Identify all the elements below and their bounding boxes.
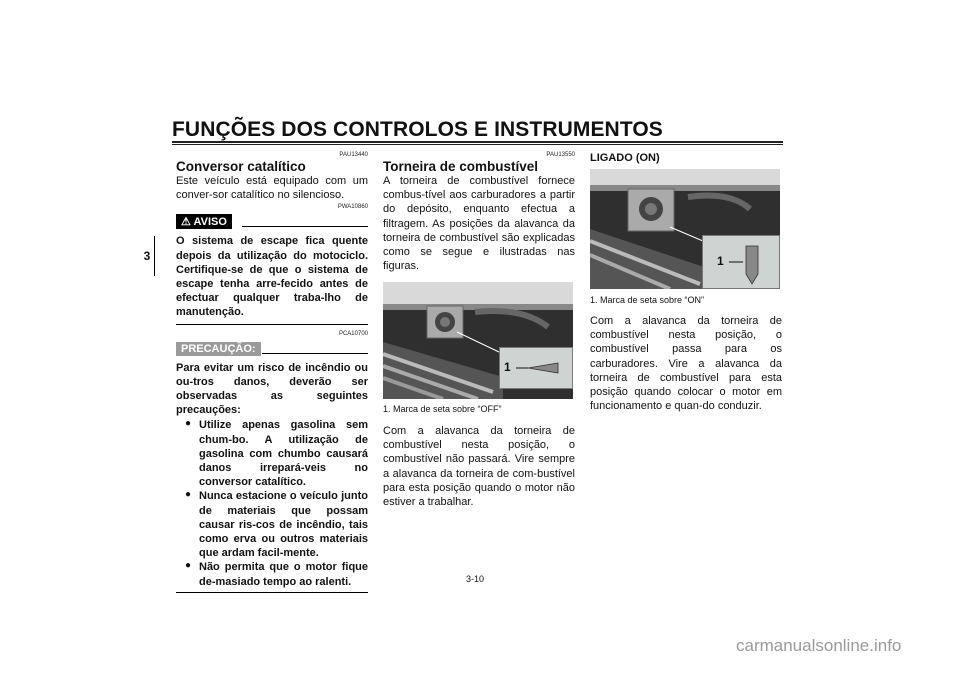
caution-code: PCA10700 — [338, 330, 368, 337]
warning-header-rule — [242, 226, 368, 227]
on-callout-number: 1 — [717, 254, 724, 268]
chapter-tab-line — [154, 236, 155, 276]
warning-header — [176, 212, 368, 230]
bullet-icon: ● — [185, 489, 192, 501]
caution-bullet-1: Utilize apenas gasolina sem chum-bo. A utilização de gasolina com chumbo causará danos irrepará-veis no conversor catalítico. — [199, 419, 368, 489]
section-heading-catalytic: Conversor catalítico — [176, 159, 306, 174]
warning-label — [176, 214, 232, 229]
on-arrow-inset — [702, 235, 780, 289]
catalytic-intro: Este veículo está equipado com um conver-sor catalítico no silencioso. — [176, 175, 368, 202]
fuel-tap-intro: A torneira de combustível fornece combus-tível aos carburadores a partir do depósito, enquanto efectua a filtragem. As posições da alavanca da torneira de combustível são explicadas como se segue e ilustradas nas figuras. — [383, 175, 575, 273]
watermark: carmanualsonline.info — [736, 636, 902, 655]
list-item — [176, 489, 368, 560]
bullet-icon: ● — [185, 418, 192, 430]
caution-header-rule — [262, 353, 368, 354]
off-callout-number: 1 — [504, 360, 511, 374]
caution-end-rule — [176, 592, 368, 593]
title-rule — [172, 141, 783, 143]
arrow-left-icon — [514, 358, 570, 378]
page-number: 3-10 — [466, 574, 485, 584]
on-heading: LIGADO (ON) — [590, 152, 660, 164]
bullet-icon: ● — [185, 560, 192, 572]
off-text: Com a alavanca da torneira de combustível nesta posição, o combustível não passará. Vire sempre a alavanca da torneira de com-bustível para esta posição quando o motor não estiver a trabalhar. — [383, 425, 575, 509]
fuel-tap-off-photo — [383, 282, 573, 399]
title-rule-thin — [172, 144, 783, 145]
caution-bullet-2: Nunca estacione o veículo junto de materiais que possam causar ris-cos de incêndio, tais como erva ou outros materiais que ardam facil-mente. — [199, 490, 368, 560]
warning-triangle-icon: ⚠ — [181, 216, 191, 229]
caution-intro: Para evitar um risco de incêndio ou ou-tros danos, deverão ser observadas as seguintes precauções: — [176, 361, 368, 417]
warning-end-rule — [176, 324, 368, 325]
caution-bullet-3: Não permita que o motor fique de-masiado tempo ao ralenti. — [199, 561, 368, 588]
section-heading-fuel-tap: Torneira de combustível — [383, 159, 539, 174]
warning-label-text: AVISO — [193, 216, 227, 229]
ref-code: PAU13440 — [339, 152, 368, 158]
ref-code: PAU13550 — [546, 152, 575, 158]
list-item — [176, 418, 368, 489]
off-arrow-inset — [499, 347, 573, 389]
on-text: Com a alavanca da torneira de combustível nesta posição, o combustível passa para os carburadores. Vire a alavanca da torneira de combustível para esta posição quando colocar o motor em funcionamento e quan-do conduzir. — [590, 315, 782, 413]
caution-header — [176, 339, 368, 357]
caution-label: PRECAUÇÃO: — [176, 342, 261, 356]
chapter-tab: 3 — [143, 249, 151, 263]
arrow-down-icon — [727, 240, 777, 286]
page-title: FUNÇÕES DOS CONTROLOS E INSTRUMENTOS — [172, 118, 663, 141]
on-caption: 1. Marca de seta sobre “ON” — [590, 295, 705, 305]
list-item — [176, 560, 368, 588]
warning-text: O sistema de escape fica quente depois da utilização do motociclo. Certifique-se de que o sistema de escape tenha arre-fecido antes de efectuar qualquer traba-lho de manutenção. — [176, 235, 368, 319]
column-1 — [176, 152, 368, 593]
column-2 — [383, 152, 575, 302]
off-caption: 1. Marca de seta sobre “OFF” — [383, 404, 502, 414]
warning-code: PWA10860 — [337, 204, 368, 211]
fuel-tap-on-photo — [590, 169, 780, 289]
